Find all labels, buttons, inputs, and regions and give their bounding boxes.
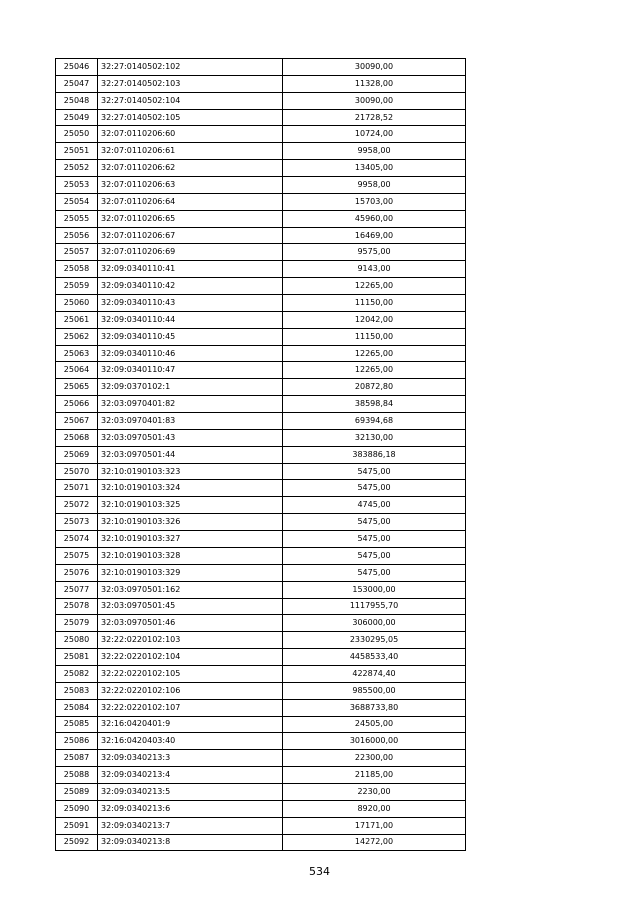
table-row [56, 379, 466, 396]
row-number-cell: 25082 [56, 665, 98, 682]
value-cell: 9143,00 [283, 261, 466, 278]
cadastral-number-cell: 32:09:0340213:3 [98, 750, 283, 767]
value-cell: 5475,00 [283, 514, 466, 531]
table-row [56, 834, 466, 851]
value-cell: 32130,00 [283, 429, 466, 446]
value-cell: 30090,00 [283, 92, 466, 109]
row-number-cell: 25064 [56, 362, 98, 379]
row-number-cell: 25054 [56, 193, 98, 210]
value-cell: 1117955,70 [283, 598, 466, 615]
row-number-cell: 25067 [56, 413, 98, 430]
value-cell: 17171,00 [283, 817, 466, 834]
value-cell: 5475,00 [283, 564, 466, 581]
cadastral-number-cell: 32:03:0970501:162 [98, 581, 283, 598]
value-cell: 11150,00 [283, 295, 466, 312]
table-row [56, 396, 466, 413]
cadastral-number-cell: 32:10:0190103:327 [98, 531, 283, 548]
table-row [56, 177, 466, 194]
row-number-cell: 25059 [56, 278, 98, 295]
table-row [56, 547, 466, 564]
row-number-cell: 25089 [56, 783, 98, 800]
cadastral-number-cell: 32:03:0970501:43 [98, 429, 283, 446]
table-row [56, 143, 466, 160]
value-cell: 985500,00 [283, 682, 466, 699]
value-cell: 9958,00 [283, 177, 466, 194]
cadastral-number-cell: 32:03:0970401:82 [98, 396, 283, 413]
value-cell: 38598,84 [283, 396, 466, 413]
row-number-cell: 25086 [56, 733, 98, 750]
row-number-cell: 25080 [56, 632, 98, 649]
cadastral-number-cell: 32:09:0340213:6 [98, 800, 283, 817]
cadastral-number-cell: 32:10:0190103:324 [98, 480, 283, 497]
cadastral-number-cell: 32:07:0110206:63 [98, 177, 283, 194]
cadastral-number-cell: 32:10:0190103:329 [98, 564, 283, 581]
cadastral-number-cell: 32:10:0190103:326 [98, 514, 283, 531]
value-cell: 2330295,05 [283, 632, 466, 649]
cadastral-number-cell: 32:27:0140502:105 [98, 109, 283, 126]
value-cell: 16469,00 [283, 227, 466, 244]
value-cell: 69394,68 [283, 413, 466, 430]
table-row [56, 767, 466, 784]
table-row [56, 716, 466, 733]
row-number-cell: 25074 [56, 531, 98, 548]
row-number-cell: 25085 [56, 716, 98, 733]
table-row [56, 193, 466, 210]
table-row [56, 800, 466, 817]
table-row [56, 278, 466, 295]
cadastral-number-cell: 32:27:0140502:103 [98, 75, 283, 92]
value-cell: 153000,00 [283, 581, 466, 598]
row-number-cell: 25072 [56, 497, 98, 514]
table-row [56, 429, 466, 446]
row-number-cell: 25050 [56, 126, 98, 143]
cadastral-number-cell: 32:07:0110206:67 [98, 227, 283, 244]
value-cell: 30090,00 [283, 59, 466, 76]
cadastral-number-cell: 32:03:0970501:46 [98, 615, 283, 632]
table-row [56, 649, 466, 666]
table-row [56, 615, 466, 632]
value-cell: 5475,00 [283, 531, 466, 548]
table-body [56, 59, 466, 851]
row-number-cell: 25068 [56, 429, 98, 446]
row-number-cell: 25073 [56, 514, 98, 531]
value-cell: 11150,00 [283, 328, 466, 345]
value-cell: 4458533,40 [283, 649, 466, 666]
cadastral-number-cell: 32:16:0420403:40 [98, 733, 283, 750]
value-cell: 2230,00 [283, 783, 466, 800]
row-number-cell: 25062 [56, 328, 98, 345]
value-cell: 20872,80 [283, 379, 466, 396]
cadastral-number-cell: 32:09:0340213:4 [98, 767, 283, 784]
table-row [56, 345, 466, 362]
table-row [56, 328, 466, 345]
row-number-cell: 25092 [56, 834, 98, 851]
value-cell: 14272,00 [283, 834, 466, 851]
row-number-cell: 25065 [56, 379, 98, 396]
table-row [56, 413, 466, 430]
table-row [56, 699, 466, 716]
cadastral-number-cell: 32:09:0340110:41 [98, 261, 283, 278]
value-cell: 3016000,00 [283, 733, 466, 750]
row-number-cell: 25063 [56, 345, 98, 362]
cadastral-number-cell: 32:27:0140502:104 [98, 92, 283, 109]
table-row [56, 682, 466, 699]
cadastral-number-cell: 32:16:0420401:9 [98, 716, 283, 733]
row-number-cell: 25049 [56, 109, 98, 126]
cadastral-number-cell: 32:07:0110206:69 [98, 244, 283, 261]
row-number-cell: 25079 [56, 615, 98, 632]
page-number: 534 [309, 865, 330, 878]
row-number-cell: 25088 [56, 767, 98, 784]
cadastral-number-cell: 32:09:0340110:42 [98, 278, 283, 295]
cadastral-number-cell: 32:27:0140502:102 [98, 59, 283, 76]
table-row [56, 126, 466, 143]
cadastral-number-cell: 32:09:0340110:44 [98, 311, 283, 328]
cadastral-number-cell: 32:07:0110206:64 [98, 193, 283, 210]
cadastral-number-cell: 32:10:0190103:325 [98, 497, 283, 514]
cadastral-number-cell: 32:09:0340110:47 [98, 362, 283, 379]
row-number-cell: 25048 [56, 92, 98, 109]
row-number-cell: 25083 [56, 682, 98, 699]
table-row [56, 733, 466, 750]
table-row [56, 227, 466, 244]
cadastral-number-cell: 32:09:0340110:46 [98, 345, 283, 362]
cadastral-number-cell: 32:09:0340213:8 [98, 834, 283, 851]
value-cell: 3688733,80 [283, 699, 466, 716]
value-cell: 5475,00 [283, 547, 466, 564]
row-number-cell: 25047 [56, 75, 98, 92]
cadastral-number-cell: 32:22:0220102:104 [98, 649, 283, 666]
value-cell: 10724,00 [283, 126, 466, 143]
table-row [56, 210, 466, 227]
value-cell: 22300,00 [283, 750, 466, 767]
row-number-cell: 25070 [56, 463, 98, 480]
table-row [56, 75, 466, 92]
row-number-cell: 25071 [56, 480, 98, 497]
value-cell: 8920,00 [283, 800, 466, 817]
table-row [56, 632, 466, 649]
value-cell: 11328,00 [283, 75, 466, 92]
value-cell: 12265,00 [283, 362, 466, 379]
table-row [56, 261, 466, 278]
table-row [56, 362, 466, 379]
cadastral-number-cell: 32:09:0340110:43 [98, 295, 283, 312]
cadastral-number-cell: 32:03:0970501:44 [98, 446, 283, 463]
value-cell: 21728,52 [283, 109, 466, 126]
cadastral-number-cell: 32:22:0220102:106 [98, 682, 283, 699]
table-row [56, 446, 466, 463]
table-row [56, 581, 466, 598]
value-cell: 24505,00 [283, 716, 466, 733]
row-number-cell: 25051 [56, 143, 98, 160]
table-row [56, 817, 466, 834]
row-number-cell: 25075 [56, 547, 98, 564]
row-number-cell: 25076 [56, 564, 98, 581]
table-row [56, 783, 466, 800]
table-row [56, 497, 466, 514]
value-cell: 12042,00 [283, 311, 466, 328]
row-number-cell: 25053 [56, 177, 98, 194]
cadastral-number-cell: 32:09:0340213:5 [98, 783, 283, 800]
table-row [56, 750, 466, 767]
row-number-cell: 25058 [56, 261, 98, 278]
value-cell: 383886,18 [283, 446, 466, 463]
value-cell: 5475,00 [283, 480, 466, 497]
row-number-cell: 25060 [56, 295, 98, 312]
row-number-cell: 25055 [56, 210, 98, 227]
table-row [56, 514, 466, 531]
table-row [56, 59, 466, 76]
cadastral-number-cell: 32:07:0110206:65 [98, 210, 283, 227]
cadastral-number-cell: 32:07:0110206:61 [98, 143, 283, 160]
cadastral-number-cell: 32:03:0970501:45 [98, 598, 283, 615]
table-row [56, 665, 466, 682]
table-row [56, 92, 466, 109]
cadastral-number-cell: 32:10:0190103:323 [98, 463, 283, 480]
value-cell: 306000,00 [283, 615, 466, 632]
value-cell: 12265,00 [283, 345, 466, 362]
row-number-cell: 25081 [56, 649, 98, 666]
value-cell: 45960,00 [283, 210, 466, 227]
row-number-cell: 25091 [56, 817, 98, 834]
row-number-cell: 25066 [56, 396, 98, 413]
table-row [56, 311, 466, 328]
cadastral-number-cell: 32:10:0190103:328 [98, 547, 283, 564]
value-cell: 9575,00 [283, 244, 466, 261]
table-row [56, 564, 466, 581]
value-cell: 21185,00 [283, 767, 466, 784]
value-cell: 13405,00 [283, 160, 466, 177]
table-row [56, 531, 466, 548]
cadastral-number-cell: 32:07:0110206:60 [98, 126, 283, 143]
data-table [55, 58, 466, 851]
table-row [56, 480, 466, 497]
value-cell: 4745,00 [283, 497, 466, 514]
cadastral-number-cell: 32:09:0340110:45 [98, 328, 283, 345]
cadastral-number-cell: 32:22:0220102:105 [98, 665, 283, 682]
row-number-cell: 25046 [56, 59, 98, 76]
row-number-cell: 25057 [56, 244, 98, 261]
table-row [56, 295, 466, 312]
row-number-cell: 25077 [56, 581, 98, 598]
cadastral-number-cell: 32:09:0340213:7 [98, 817, 283, 834]
cadastral-number-cell: 32:22:0220102:107 [98, 699, 283, 716]
table-row [56, 160, 466, 177]
cadastral-number-cell: 32:09:0370102:1 [98, 379, 283, 396]
cadastral-number-cell: 32:07:0110206:62 [98, 160, 283, 177]
value-cell: 15703,00 [283, 193, 466, 210]
cadastral-number-cell: 32:03:0970401:83 [98, 413, 283, 430]
row-number-cell: 25087 [56, 750, 98, 767]
value-cell: 12265,00 [283, 278, 466, 295]
row-number-cell: 25061 [56, 311, 98, 328]
row-number-cell: 25056 [56, 227, 98, 244]
table-row [56, 244, 466, 261]
row-number-cell: 25078 [56, 598, 98, 615]
row-number-cell: 25084 [56, 699, 98, 716]
table-row [56, 463, 466, 480]
value-cell: 9958,00 [283, 143, 466, 160]
row-number-cell: 25069 [56, 446, 98, 463]
table-row [56, 598, 466, 615]
row-number-cell: 25090 [56, 800, 98, 817]
value-cell: 5475,00 [283, 463, 466, 480]
table-row [56, 109, 466, 126]
value-cell: 422874,40 [283, 665, 466, 682]
cadastral-number-cell: 32:22:0220102:103 [98, 632, 283, 649]
row-number-cell: 25052 [56, 160, 98, 177]
